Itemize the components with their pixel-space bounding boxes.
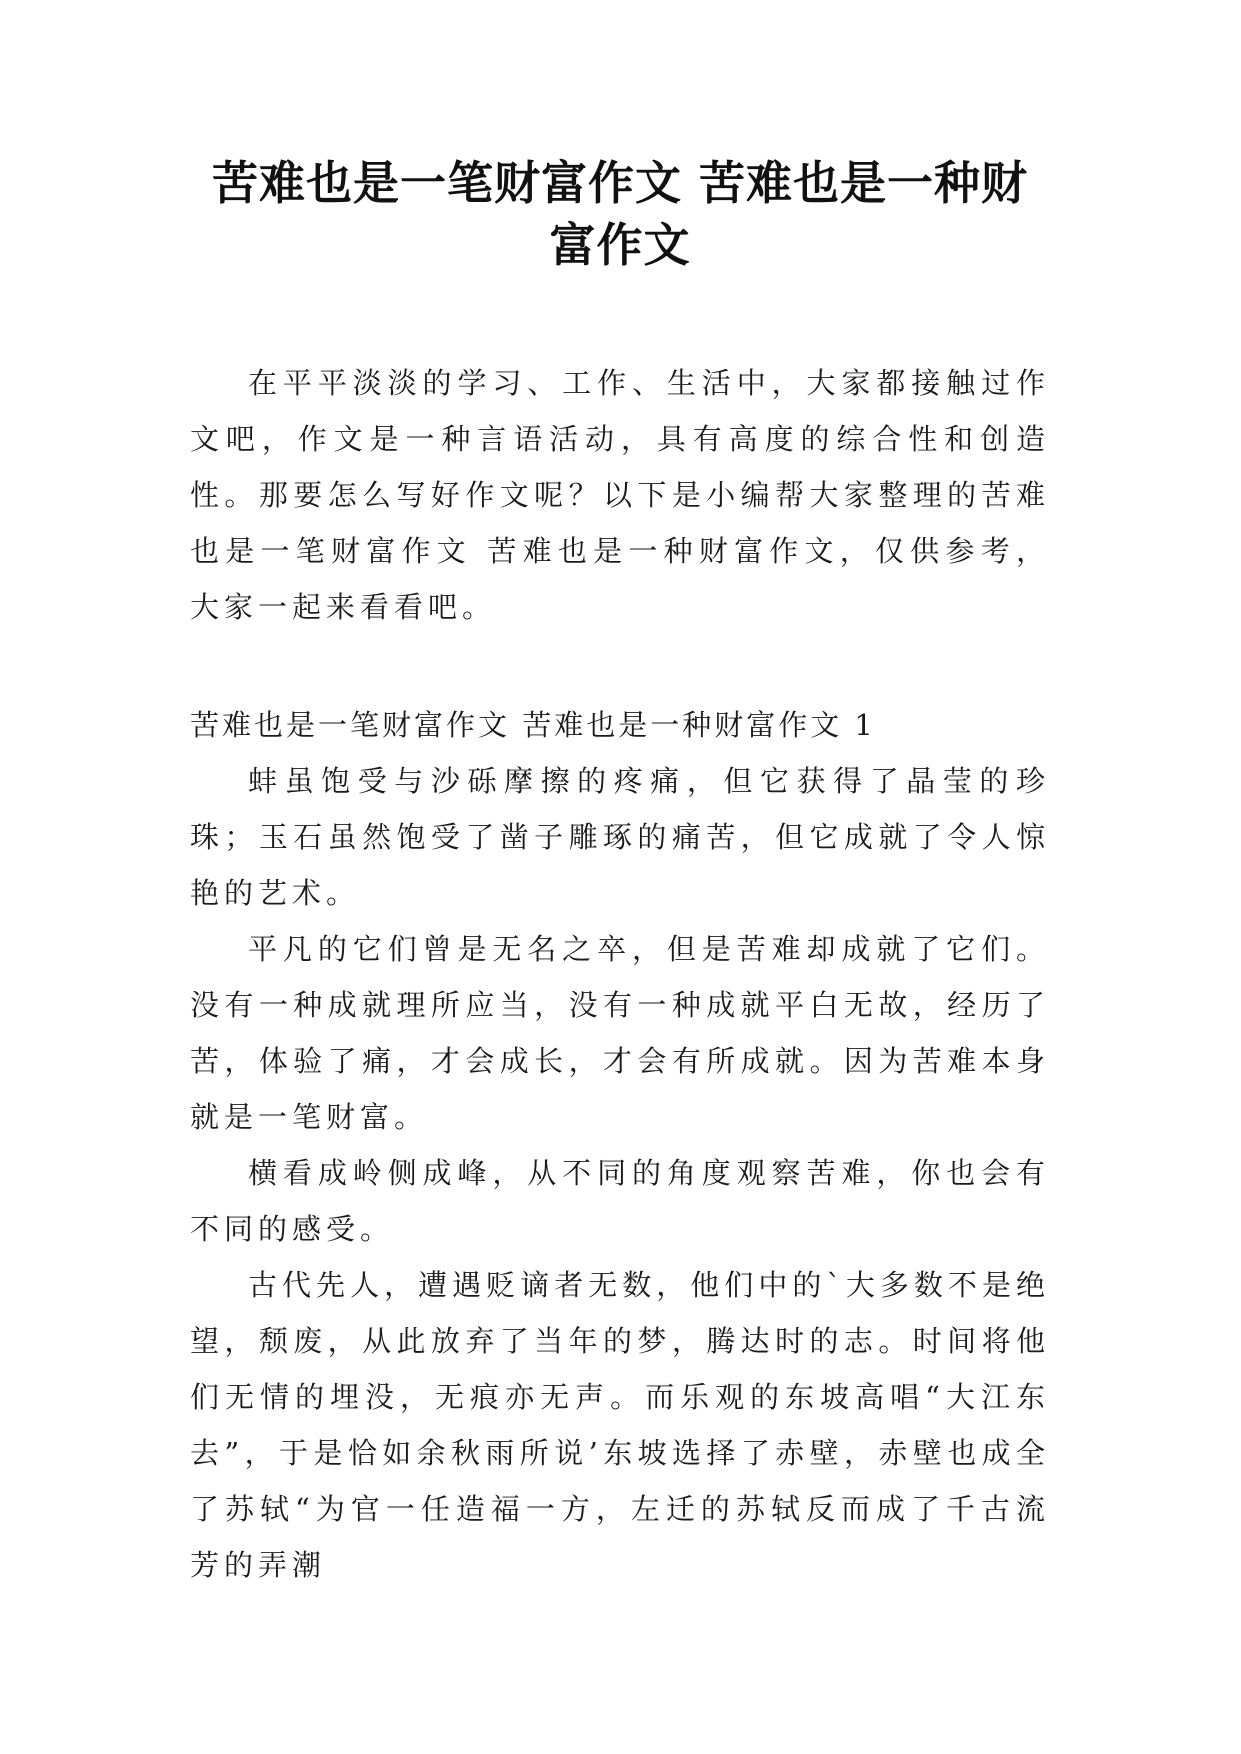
intro-paragraph: 在平平淡淡的学习、工作、生活中，大家都接触过作文吧，作文是一种言语活动，具有高度的综合性和创造性。那要怎么写好作文呢？以下是小编帮大家整理的苦难也是一笔财富作文 苦难也是一种财富作文，仅供参考，大家一起来看看吧。: [190, 366, 1050, 624]
document-title: 苦难也是一笔财富作文 苦难也是一种财富作文: [211, 156, 1028, 272]
body-paragraph: 平凡的它们曾是无名之卒，但是苦难却成就了它们。没有一种成就理所应当，没有一种成就平白无故，经历了苦，体验了痛，才会成长，才会有所成就。因为苦难本身就是一笔财富。: [190, 932, 1050, 1134]
body-paragraph: 横看成岭侧成峰，从不同的角度观察苦难，你也会有不同的感受。: [190, 1156, 1050, 1246]
body-paragraph: 古代先人，遭遇贬谪者无数，他们中的`大多数不是绝望，颓废，从此放弃了当年的梦，腾达时的志。时间将他们无情的埋没，无痕亦无声。而乐观的东坡高唱“大江东去”，于是恰如余秋雨所说’东坡选择了赤壁，赤壁也成全了苏轼“为官一任造福一方，左迁的苏轼反而成了千古流芳的弄潮: [190, 1268, 1050, 1582]
body-paragraph: 蚌虽饱受与沙砾摩擦的疼痛，但它获得了晶莹的珍珠；玉石虽然饱受了凿子雕琢的痛苦，但它成就了令人惊艳的艺术。: [190, 764, 1050, 910]
document-body: [190, 355, 1050, 1593]
section-heading: 苦难也是一笔财富作文 苦难也是一种财富作文 1: [190, 708, 876, 742]
